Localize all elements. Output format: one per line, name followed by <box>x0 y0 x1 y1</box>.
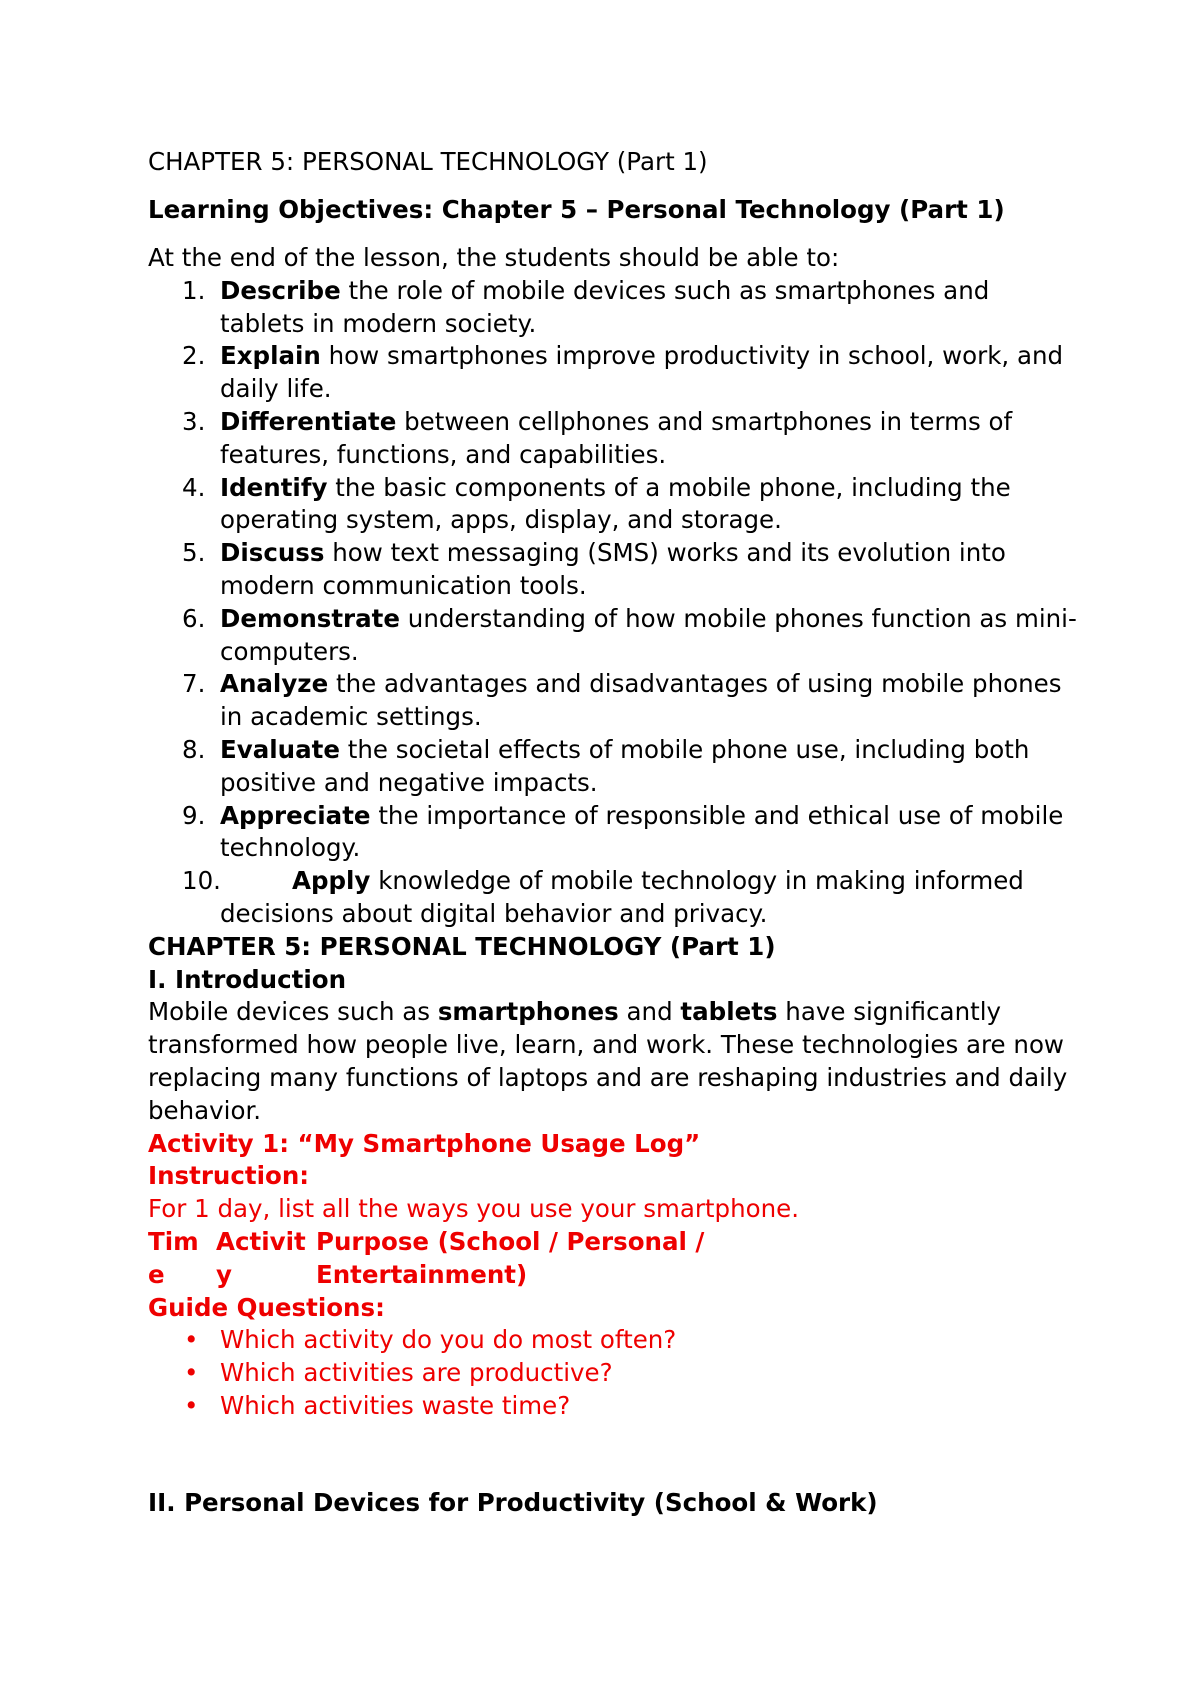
section-heading-productivity: II. Personal Devices for Productivity (School & Work) <box>148 1487 878 1517</box>
list-item: • Which activities waste time? <box>148 1390 1078 1423</box>
usage-log-table-header <box>148 1226 1078 1292</box>
list-item: 1. Describe the role of mobile devices such as smartphones and tablets in modern society. <box>182 275 990 338</box>
objectives-heading: Learning Objectives: Chapter 5 – Personal Technology (Part 1) <box>148 195 1005 224</box>
objectives-list <box>148 275 1078 931</box>
list-item: 3. Differentiate between cellphones and smartphones in terms of features, functions, and capabilities. <box>182 406 1013 469</box>
list-item: 7. Analyze the advantages and disadvantages of using mobile phones in academic settings. <box>182 669 1062 732</box>
table-header-purpose: Purpose (School / Personal / <box>316 1226 705 1256</box>
chapter-heading: CHAPTER 5: PERSONAL TECHNOLOGY (Part 1) <box>148 931 776 961</box>
list-item: 2. Explain how smartphones improve productivity in school, work, and daily life. <box>182 341 1064 404</box>
guide-questions-list <box>148 1324 1078 1422</box>
list-item: 5. Discuss how text messaging (SMS) works and its evolution into modern communication tools. <box>182 538 1006 600</box>
table-header-activity-cont: y <box>216 1259 232 1289</box>
list-item: 8. Evaluate the societal effects of mobile phone use, including both positive and negative impacts. <box>182 734 1030 797</box>
bullet-icon: • <box>184 1325 199 1355</box>
table-header-activity: Activit <box>216 1226 306 1256</box>
instruction-text: For 1 day, list all the ways you use your smartphone. <box>148 1194 799 1224</box>
table-header-purpose-cont: Entertainment) <box>316 1259 528 1289</box>
list-item: • Which activity do you do most often? <box>148 1324 1078 1357</box>
objectives-intro: At the end of the lesson, the students should be able to: <box>148 243 840 272</box>
document-page <box>148 146 1078 1519</box>
guide-questions-label: Guide Questions: <box>148 1292 385 1322</box>
instruction-label: Instruction: <box>148 1161 310 1191</box>
list-item: 10. Apply knowledge of mobile technology in making informed decisions about digital behavior and privacy. <box>182 866 1024 928</box>
list-item: 9. Appreciate the importance of responsible and ethical use of mobile technology. <box>182 800 1064 863</box>
list-item: 4. Identify the basic components of a mobile phone, including the operating system, apps, display, and storage. <box>182 472 1011 535</box>
list-item: • Which activities are productive? <box>148 1357 1078 1390</box>
introduction-paragraph: Mobile devices such as smartphones and tablets have significantly transformed how people live, learn, and work. These technologies are now replacing many functions of laptops and are reshaping industries and daily behavior. <box>148 997 1068 1125</box>
list-item: 6. Demonstrate understanding of how mobile phones function as mini-computers. <box>182 603 1077 666</box>
bullet-icon: • <box>184 1390 199 1420</box>
chapter-title: CHAPTER 5: PERSONAL TECHNOLOGY (Part 1) <box>148 147 708 176</box>
bullet-icon: • <box>184 1358 199 1388</box>
table-header-time-cont: e <box>148 1259 165 1289</box>
section-heading-introduction: I. Introduction <box>148 964 347 994</box>
activity-title: Activity 1: “My Smartphone Usage Log” <box>148 1128 701 1158</box>
table-header-time: Tim <box>148 1226 199 1256</box>
